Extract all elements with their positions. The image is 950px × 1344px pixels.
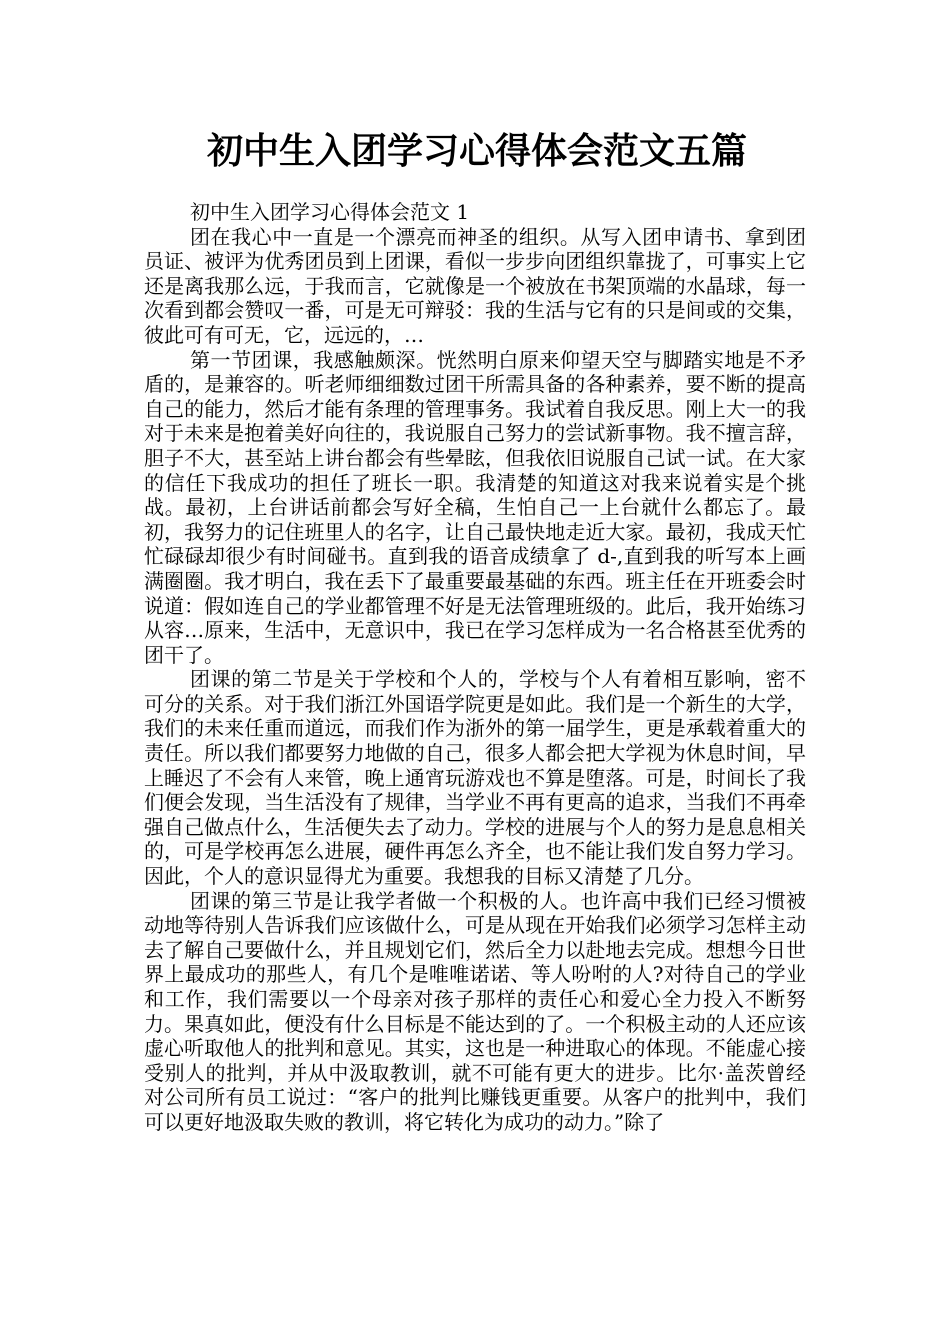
document-title: 初中生入团学习心得体会范文五篇 [206,130,747,172]
paragraph-2: 第一节团课，我感触颇深。恍然明白原来仰望天空与脚踏实地是不矛盾的，是兼容的。听老师细细数过团干所需具备的各种素养，要不断的提高自己的能力，然后才能有条理的管理事务。我试着自我反思。刚上大一的我对于未来是抱着美好向往的，我说服自己努力的尝试新事物。我不擅言辞，胆子不大，甚至站上讲台都会有些晕眩，但我依旧说服自己试一试。在大家的信任下我成功的担任了班长一职。我清楚的知道这对我来说着实是个挑战。最初，上台讲话前都会写好全稿，生怕自己一上台就什么都忘了。最初，我努力的记住班里人的名字，让自己最快地走近大家。最初，我成天忙忙碌碌却很少有时间碰书。直到我的语音成绩拿了 d-,直到我的听写本上画满圈圈。我才明白，我在丢下了最重要最基础的东西。班主任在开班委会时说道：假如连自己的学业都管理不好是无法管理班级的。此后，我开始练习从容…原来，生活中，无意识中，我已在学习怎样成为一名合格甚至优秀的团干了。 [144,347,806,667]
paragraph-1: 团在我心中一直是一个漂亮而神圣的组织。从写入团申请书、拿到团员证、被评为优秀团员到上团课，看似一步步向团组织靠拢了，可事实上它还是离我那么远，于我而言，它就像是一个被放在书架顶端的水晶球，每一次看到都会赞叹一番，可是无可辩驳：我的生活与它有的只是间或的交集，彼此可有可无，它，远远的，… [144,224,806,347]
paragraph-3: 团课的第二节是关于学校和个人的，学校与个人有着相互影响，密不可分的关系。对于我们浙江外国语学院更是如此。我们是一个新生的大学，我们的未来任重而道远，而我们作为浙外的第一届学生，更是承载着重大的责任。所以我们都要努力地做的自己，很多人都会把大学视为休息时间，早上睡迟了不会有人来管，晚上通宵玩游戏也不算是堕落。可是，时间长了我们便会发现，当生活没有了规律，当学业不再有更高的追求，当我们不再牵强自己做点什么，生活便失去了动力。学校的进展与个人的努力是息息相关的，可是学校再怎么进展，硬件再怎么齐全，也不能让我们发自努力学习。因此，个人的意识显得尤为重要。我想我的目标又清楚了几分。 [144,667,806,889]
document-page [144,120,806,1135]
paragraph-4: 团课的第三节是让我学者做一个积极的人。也许高中我们已经习惯被动地等待别人告诉我们应该做什么，可是从现在开始我们必须学习怎样主动去了解自己要做什么，并且规划它们，然后全力以赴地去完成。想想今日世界上最成功的那些人，有几个是唯唯诺诺、等人吩咐的人?对待自己的学业和工作，我们需要以一个母亲对孩子那样的责任心和爱心全力投入不断努力。果真如此，便没有什么目标是不能达到的了。一个积极主动的人还应该虚心听取他人的批判和意见。其实，这也是一种进取心的体现。不能虚心接受别人的批判，并从中汲取教训，就不可能有更大的进步。比尔·盖茨曾经对公司所有员工说过：“客户的批判比赚钱更重要。从客户的批判中，我们可以更好地汲取失败的教训，将它转化为成功的动力。”除了 [144,888,806,1134]
section-heading: 初中生入团学习心得体会范文 1 [190,200,470,224]
